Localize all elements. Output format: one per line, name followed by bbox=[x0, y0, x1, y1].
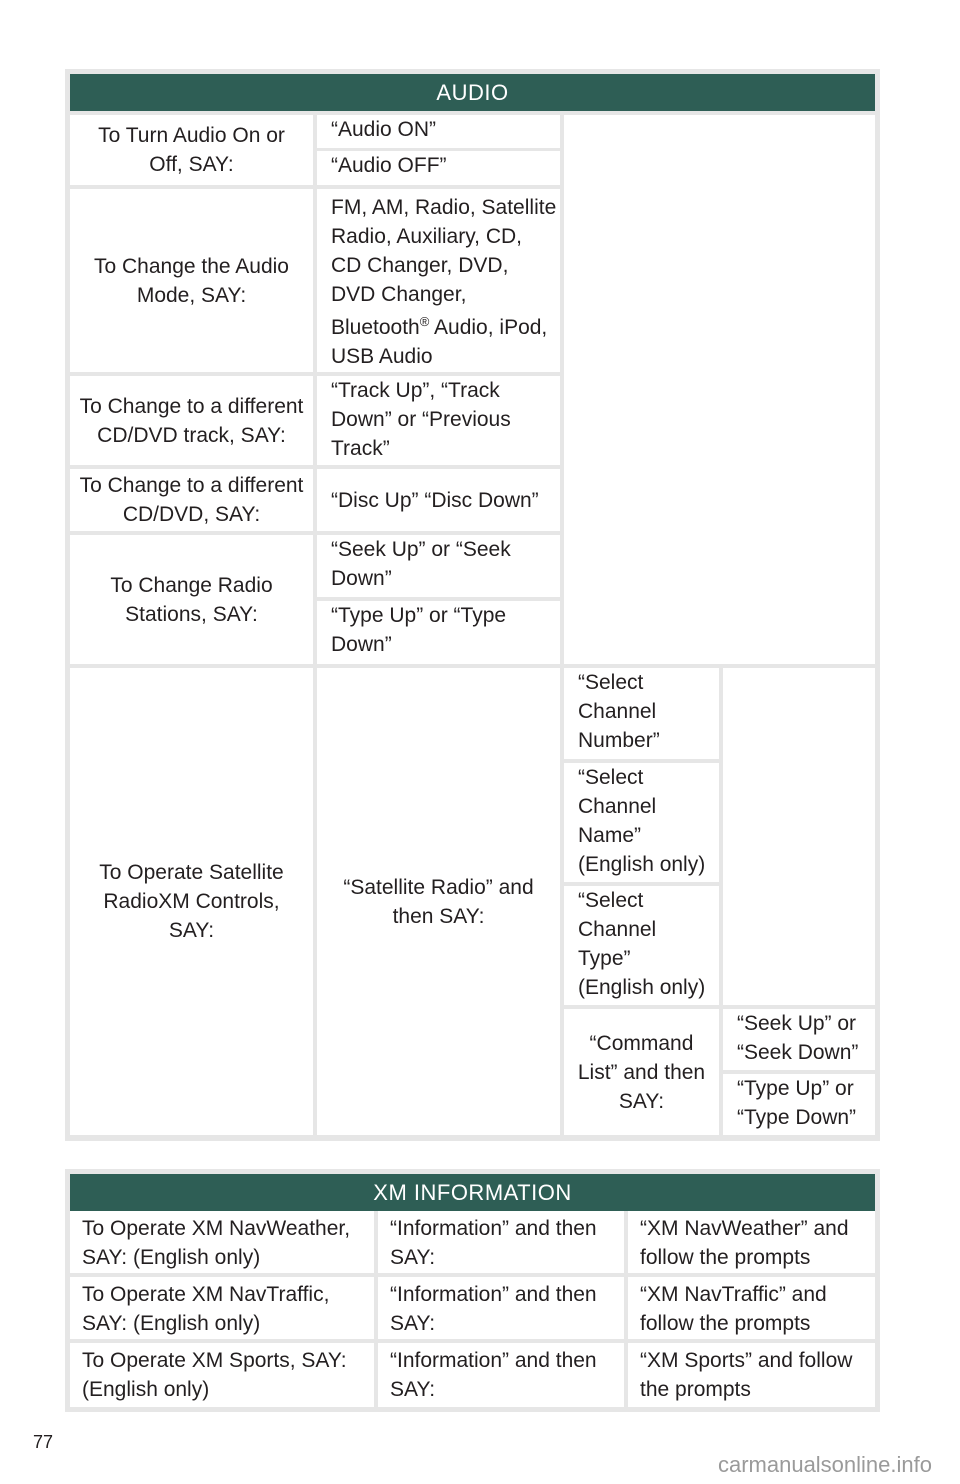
sat-seek-commands: “Seek Up” or “Seek Down” bbox=[723, 1009, 875, 1070]
usb-audio-text: USB Audio bbox=[331, 345, 433, 368]
audio-mode-label: To Change the Audio Mode, SAY: bbox=[70, 189, 313, 372]
audio-on-command: “Audio ON” bbox=[317, 115, 560, 148]
registered-mark: ® bbox=[419, 314, 430, 329]
audio-ipod-text: Audio, iPod, bbox=[429, 316, 548, 339]
page-number: 77 bbox=[33, 1432, 54, 1452]
select-channel-name: “Select Channel Name” (English only) bbox=[564, 763, 719, 882]
xm-sports-command: “Information” and then SAY: bbox=[378, 1343, 624, 1407]
audio-table-header: AUDIO bbox=[70, 74, 875, 111]
xm-navtraffic-command: “Information” and then SAY: bbox=[378, 1277, 624, 1339]
watermark-text: carmanualsonline.info bbox=[717, 1452, 932, 1477]
xm-navweather-prompt: “XM NavWeather” and follow the prompts bbox=[628, 1211, 875, 1273]
sat-type-commands: “Type Up” or “Type Down” bbox=[723, 1074, 875, 1135]
select-channel-number: “Select Channel Number” bbox=[564, 668, 719, 759]
select-channel-type: “Select Channel Type” (English only) bbox=[564, 886, 719, 1005]
audio-off-command: “Audio OFF” bbox=[317, 151, 560, 185]
track-commands: “Track Up”, “Track Down” or “Previous Track” bbox=[317, 376, 560, 465]
xm-sports-prompt: “XM Sports” and follow the prompts bbox=[628, 1343, 875, 1407]
satellite-label: To Operate Satellite RadioXM Controls, SAY: bbox=[70, 668, 313, 1135]
radio-label: To Change Radio Stations, SAY: bbox=[70, 535, 313, 664]
audio-table bbox=[65, 69, 880, 1141]
bluetooth-text: Bluetooth bbox=[331, 316, 420, 339]
xm-navweather-command: “Information” and then SAY: bbox=[378, 1211, 624, 1273]
xm-information-table bbox=[65, 1169, 880, 1412]
xm-sports-label: To Operate XM Sports, SAY: (English only) bbox=[70, 1343, 374, 1407]
audio-mode-bluetooth-line bbox=[331, 313, 560, 342]
audio-blank-area bbox=[564, 115, 875, 664]
audio-mode-list: FM, AM, Radio, Satellite Radio, Auxiliary, CD, CD Changer, DVD, DVD Changer, bbox=[331, 196, 557, 306]
xm-navweather-label: To Operate XM NavWeather, SAY: (English only) bbox=[70, 1211, 374, 1273]
disc-commands: “Disc Up” “Disc Down” bbox=[317, 469, 560, 531]
xm-navtraffic-label: To Operate XM NavTraffic, SAY: (English only) bbox=[70, 1277, 374, 1339]
satellite-command: “Satellite Radio” and then SAY: bbox=[317, 668, 560, 1135]
turn-audio-label: To Turn Audio On or Off, SAY: bbox=[70, 115, 313, 185]
command-list: “Command List” and then SAY: bbox=[564, 1009, 719, 1135]
audio-mode-commands bbox=[317, 189, 560, 372]
radio-type-commands: “Type Up” or “Type Down” bbox=[317, 601, 560, 664]
disc-label: To Change to a different CD/DVD, SAY: bbox=[70, 469, 313, 531]
track-label: To Change to a different CD/DVD track, SAY: bbox=[70, 376, 313, 465]
xm-navtraffic-prompt: “XM NavTraffic” and follow the prompts bbox=[628, 1277, 875, 1339]
xm-table-header: XM INFORMATION bbox=[70, 1174, 875, 1211]
radio-seek-commands: “Seek Up” or “Seek Down” bbox=[317, 535, 560, 597]
satellite-blank-area bbox=[723, 668, 875, 1005]
